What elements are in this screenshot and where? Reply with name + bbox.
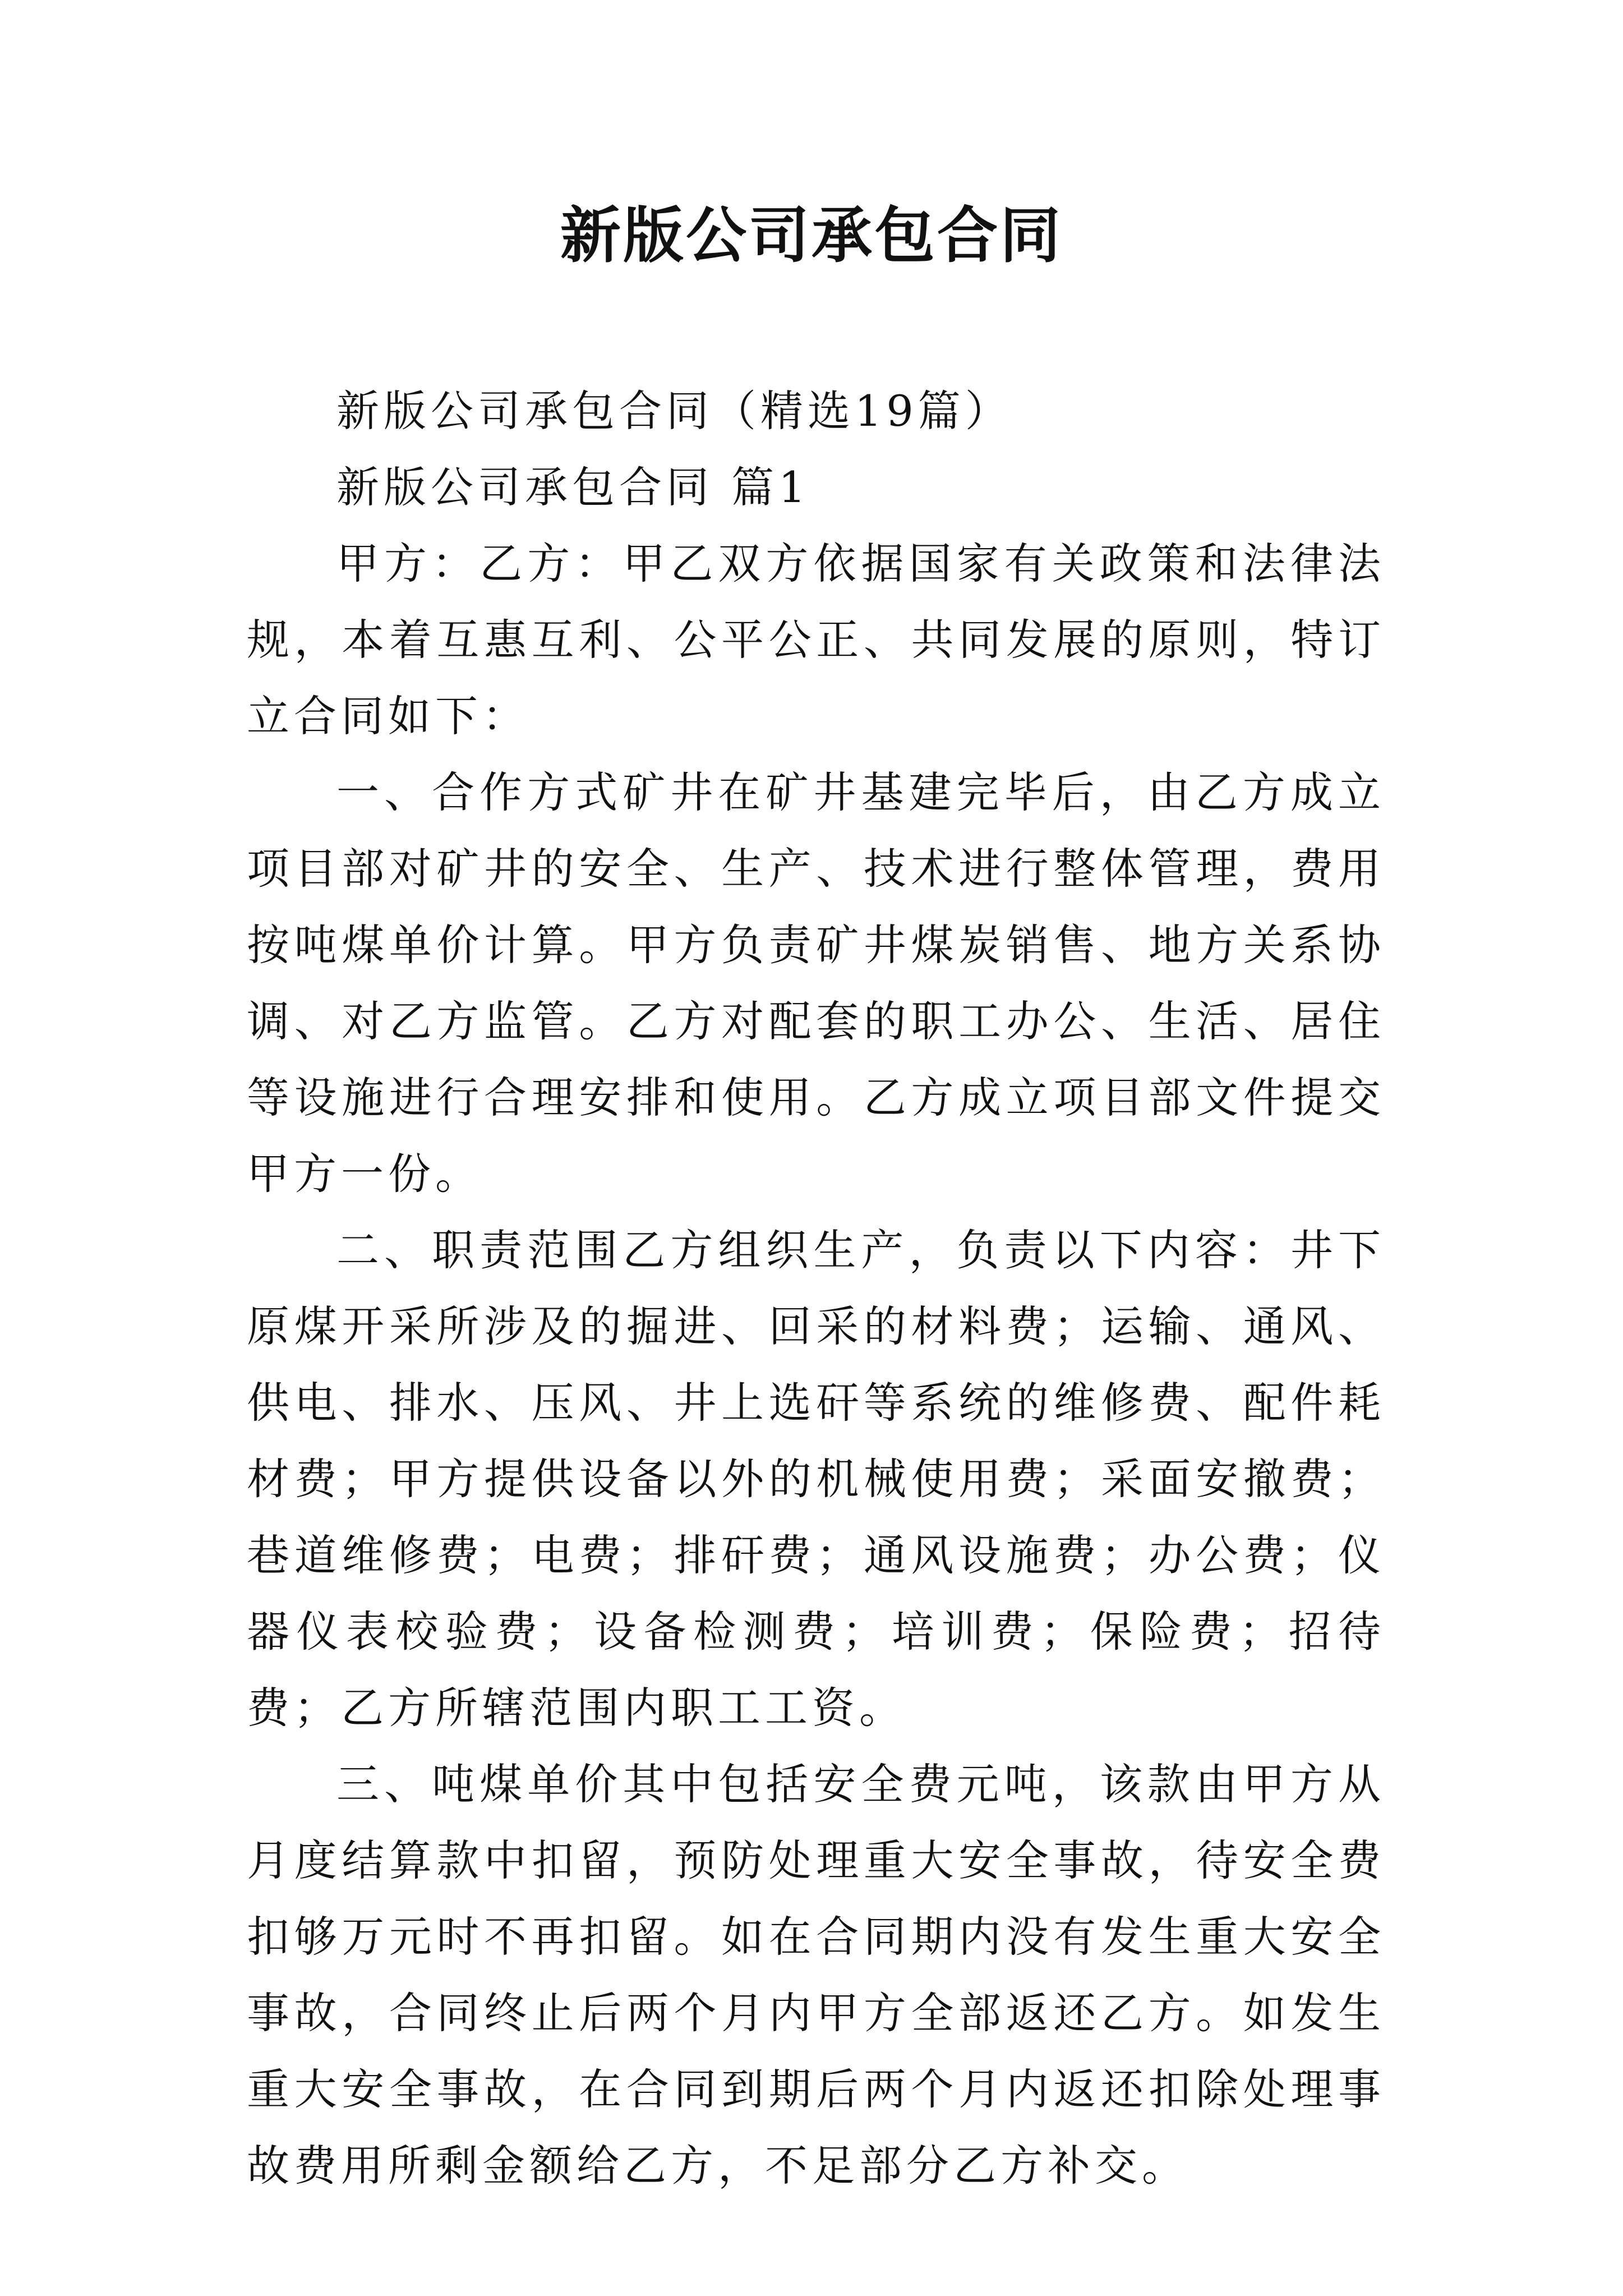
subtitle-paragraph: 新版公司承包合同（精选19篇）: [336, 386, 1012, 436]
document-title: 新版公司承包合同: [560, 200, 1063, 271]
body-paragraph: 甲方：乙方：甲乙双方依据国家有关政策和法律法规，本着互惠互利、公平公正、共同发展的原则，特订立合同如下：: [247, 539, 1385, 741]
body-paragraph: 一、合作方式矿井在矿井基建完毕后，由乙方成立项目部对矿井的安全、生产、技术进行整体管理，费用按吨煤单价计算。甲方负责矿井煤炭销售、地方关系协调、对乙方监管。乙方对配套的职工办公、生活、居住等设施进行合理安排和使用。乙方成立项目部文件提交甲方一份。: [247, 767, 1385, 1199]
body-paragraph: 二、职责范围乙方组织生产，负责以下内容：井下原煤开采所涉及的掘进、回采的材料费；运输、通风、供电、排水、压风、井上选矸等系统的维修费、配件耗材费；甲方提供设备以外的机械使用费；采面安撤费；巷道维修费；电费；排矸费；通风设施费；办公费；仪器仪表校验费；设备检测费；培训费；保险费；招待费；乙方所辖范围内职工工资。: [247, 1225, 1385, 1733]
document-body: [247, 373, 1385, 2204]
body-paragraph: 三、吨煤单价其中包括安全费元吨，该款由甲方从月度结算款中扣留，预防处理重大安全事故，待安全费扣够万元时不再扣留。如在合同期内没有发生重大安全事故，合同终止后两个月内甲方全部返还乙方。如发生重大安全事故，在合同到期后两个月内返还扣除处理事故费用所剩金额给乙方，不足部分乙方补交。: [247, 1759, 1385, 2191]
section-heading: 新版公司承包合同 篇1: [336, 462, 810, 512]
